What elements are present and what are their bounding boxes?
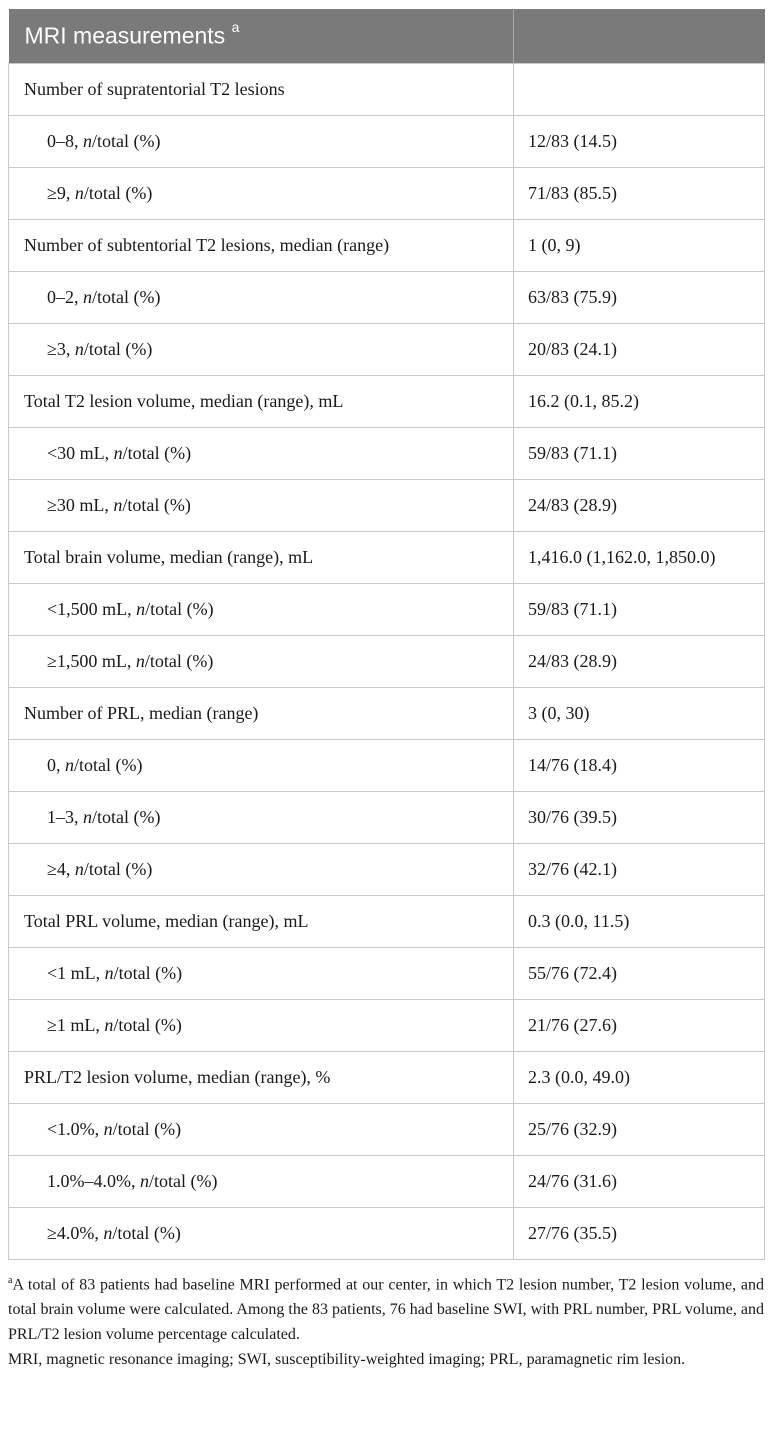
row-value xyxy=(514,64,765,116)
row-label-text: Total brain volume, median (range), mL xyxy=(24,547,314,567)
footnote-a-marker: a xyxy=(8,1275,13,1286)
row-label xyxy=(9,948,514,1000)
row-label-suffix: /total (%) xyxy=(112,1223,181,1243)
row-value: 71/83 (85.5) xyxy=(514,168,765,220)
row-label-suffix: /total (%) xyxy=(122,495,191,515)
table-row xyxy=(9,376,765,428)
row-label-italic: n xyxy=(104,1015,114,1035)
row-label-italic: n xyxy=(83,807,92,827)
row-value: 32/76 (42.1) xyxy=(514,844,765,896)
row-label-suffix: /total (%) xyxy=(74,755,143,775)
row-label-italic: n xyxy=(103,1119,113,1139)
row-label-italic: n xyxy=(136,599,146,619)
row-label xyxy=(9,428,514,480)
table-row xyxy=(9,792,765,844)
row-label-text: ≥1 mL, xyxy=(47,1015,105,1035)
table-body xyxy=(9,64,765,1260)
row-label xyxy=(9,636,514,688)
row-value: 21/76 (27.6) xyxy=(514,1000,765,1052)
row-label-text: ≥4, xyxy=(47,859,75,879)
row-label-italic: n xyxy=(140,1171,149,1191)
footnote-a-text: A total of 83 patients had baseline MRI performed at our center, in which T2 lesion number, T2 lesion volume, and total brain volume were calculated. Among the 83 patients, 76 had baseline SWI, with PRL number, PRL volume, and PRL/T2 lesion volume percentage calculated. xyxy=(8,1276,764,1344)
table-row xyxy=(9,688,765,740)
row-label xyxy=(9,1104,514,1156)
row-label-text: 1.0%–4.0%, xyxy=(47,1171,140,1191)
table-footnotes xyxy=(8,1268,764,1372)
row-label-italic: n xyxy=(135,651,145,671)
table-row xyxy=(9,116,765,168)
row-label-text: ≥1,500 mL, xyxy=(47,651,136,671)
row-value: 59/83 (71.1) xyxy=(514,428,765,480)
row-label-text: <1.0%, xyxy=(47,1119,104,1139)
row-label-suffix: /total (%) xyxy=(122,443,192,463)
row-value: 0.3 (0.0, 11.5) xyxy=(514,896,765,948)
row-value: 63/83 (75.9) xyxy=(514,272,765,324)
row-value: 20/83 (24.1) xyxy=(514,324,765,376)
row-label-suffix: /total (%) xyxy=(92,287,161,307)
row-label-suffix: /total (%) xyxy=(83,859,153,879)
row-label-suffix: /total (%) xyxy=(149,1171,218,1191)
row-label-italic: n xyxy=(104,963,114,983)
row-value: 1 (0, 9) xyxy=(514,220,765,272)
row-label-italic: n xyxy=(74,339,84,359)
row-label xyxy=(9,688,514,740)
row-label-text: 0–2, xyxy=(47,287,83,307)
header-footnote-marker: a xyxy=(231,19,240,36)
row-label-text: PRL/T2 lesion volume, median (range), % xyxy=(24,1067,331,1087)
row-label-text: ≥3, xyxy=(47,339,75,359)
row-label-text: Number of subtentorial T2 lesions, median (range) xyxy=(24,235,390,255)
row-value: 30/76 (39.5) xyxy=(514,792,765,844)
row-value: 14/76 (18.4) xyxy=(514,740,765,792)
row-value: 59/83 (71.1) xyxy=(514,584,765,636)
table-row xyxy=(9,428,765,480)
row-value: 24/83 (28.9) xyxy=(514,636,765,688)
row-label xyxy=(9,376,514,428)
table-row xyxy=(9,584,765,636)
row-label-text: Number of PRL, median (range) xyxy=(24,703,259,723)
table-header-title xyxy=(9,9,514,64)
row-label-suffix: /total (%) xyxy=(113,1015,182,1035)
table-row xyxy=(9,948,765,1000)
footnote-a xyxy=(8,1268,764,1347)
row-value: 55/76 (72.4) xyxy=(514,948,765,1000)
row-label xyxy=(9,584,514,636)
row-label-suffix: /total (%) xyxy=(113,963,183,983)
mri-measurements-table xyxy=(8,9,765,1260)
row-label xyxy=(9,740,514,792)
row-value: 3 (0, 30) xyxy=(514,688,765,740)
table-row xyxy=(9,480,765,532)
row-label-italic: n xyxy=(83,287,92,307)
row-label-text: Number of supratentorial T2 lesions xyxy=(24,79,285,99)
row-value: 24/76 (31.6) xyxy=(514,1156,765,1208)
row-value: 2.3 (0.0, 49.0) xyxy=(514,1052,765,1104)
row-label-italic: n xyxy=(74,183,84,203)
row-label xyxy=(9,1052,514,1104)
table-row xyxy=(9,220,765,272)
table-row xyxy=(9,168,765,220)
row-label xyxy=(9,532,514,584)
table-row xyxy=(9,896,765,948)
row-label xyxy=(9,1156,514,1208)
table-row xyxy=(9,636,765,688)
row-value: 12/83 (14.5) xyxy=(514,116,765,168)
table-row xyxy=(9,1052,765,1104)
table-row xyxy=(9,844,765,896)
row-label xyxy=(9,480,514,532)
row-value: 1,416.0 (1,162.0, 1,850.0) xyxy=(514,532,765,584)
footnote-abbreviations: MRI, magnetic resonance imaging; SWI, susceptibility-weighted imaging; PRL, paramagnetic rim lesion. xyxy=(8,1351,686,1369)
row-label-text: ≥9, xyxy=(47,183,75,203)
row-label xyxy=(9,324,514,376)
row-label-text: <1 mL, xyxy=(47,963,105,983)
row-label-text: Total T2 lesion volume, median (range), mL xyxy=(24,391,344,411)
table-row xyxy=(9,1000,765,1052)
row-value: 24/83 (28.9) xyxy=(514,480,765,532)
row-label-italic: n xyxy=(74,859,84,879)
table-row xyxy=(9,532,765,584)
row-label xyxy=(9,64,514,116)
row-label xyxy=(9,792,514,844)
row-label-text: 0, xyxy=(47,755,65,775)
row-label xyxy=(9,1208,514,1260)
table-row xyxy=(9,324,765,376)
row-label xyxy=(9,1000,514,1052)
row-value: 25/76 (32.9) xyxy=(514,1104,765,1156)
row-label-italic: n xyxy=(103,1223,113,1243)
row-label xyxy=(9,844,514,896)
table-header-row xyxy=(9,9,765,64)
row-label-italic: n xyxy=(113,443,123,463)
row-label-text: <30 mL, xyxy=(47,443,114,463)
row-label-italic: n xyxy=(113,495,123,515)
row-label-suffix: /total (%) xyxy=(144,651,214,671)
row-value: 27/76 (35.5) xyxy=(514,1208,765,1260)
row-label-text: 0–8, xyxy=(47,131,83,151)
table-row xyxy=(9,740,765,792)
row-label-text: ≥4.0%, xyxy=(47,1223,104,1243)
row-label-suffix: /total (%) xyxy=(112,1119,182,1139)
row-label xyxy=(9,168,514,220)
row-label-suffix: /total (%) xyxy=(83,339,153,359)
row-value: 16.2 (0.1, 85.2) xyxy=(514,376,765,428)
table-header-values xyxy=(514,9,765,64)
row-label xyxy=(9,896,514,948)
header-title-text: MRI measurements xyxy=(24,22,226,49)
table-row xyxy=(9,1104,765,1156)
row-label xyxy=(9,272,514,324)
row-label-text: Total PRL volume, median (range), mL xyxy=(24,911,309,931)
row-label xyxy=(9,116,514,168)
row-label-text: 1–3, xyxy=(47,807,83,827)
row-label-suffix: /total (%) xyxy=(145,599,214,619)
row-label-text: ≥30 mL, xyxy=(47,495,114,515)
row-label-suffix: /total (%) xyxy=(83,183,153,203)
row-label-suffix: /total (%) xyxy=(92,131,161,151)
row-label-italic: n xyxy=(83,131,92,151)
table-row xyxy=(9,272,765,324)
table-row xyxy=(9,1208,765,1260)
table-row xyxy=(9,64,765,116)
row-label-italic: n xyxy=(65,755,74,775)
table-row xyxy=(9,1156,765,1208)
row-label-text: <1,500 mL, xyxy=(47,599,137,619)
row-label xyxy=(9,220,514,272)
row-label-suffix: /total (%) xyxy=(92,807,161,827)
